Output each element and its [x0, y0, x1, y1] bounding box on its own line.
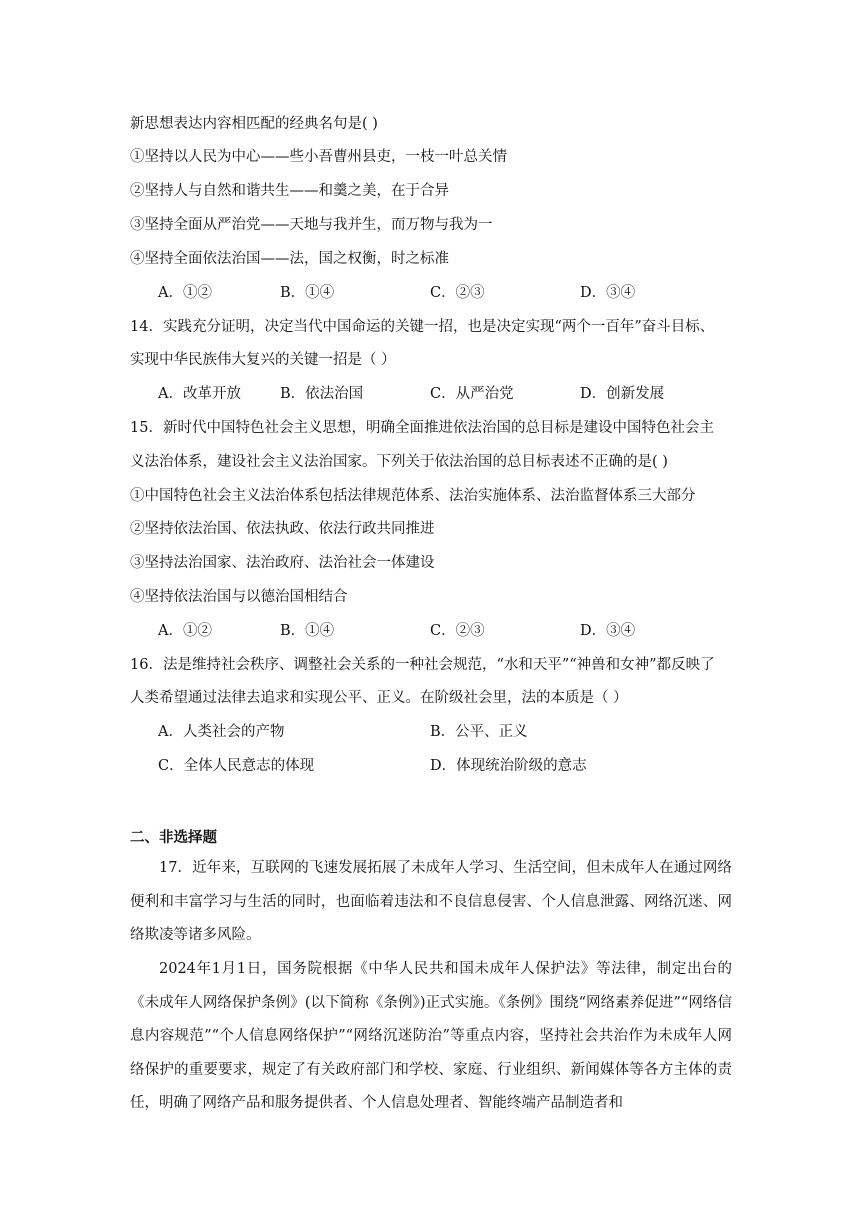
- q15-item-3: ③坚持法治国家、法治政府、法治社会一体建设: [130, 555, 435, 571]
- q13-option-c[interactable]: C．②③: [430, 285, 485, 301]
- q15-option-c[interactable]: C．②③: [430, 623, 485, 639]
- q13-stem: 新思想表达内容相匹配的经典名句是( ): [130, 116, 378, 132]
- q15-option-b[interactable]: B．①④: [280, 623, 335, 639]
- q14-options: [158, 384, 758, 404]
- q15-stem-line-2: 义法治体系，建设社会主义法治国家。下列关于依法治国的总目标表述不正确的是( ): [130, 454, 668, 470]
- q14-option-b[interactable]: B．依法治国: [280, 386, 364, 402]
- section-heading: 二、非选择题: [130, 829, 217, 846]
- q14-stem-line-1: 14．实践充分证明，决定当代中国命运的关键一招，也是决定实现“两个一百年”奋斗目标、: [130, 319, 715, 335]
- q13-option-a[interactable]: A．①②: [158, 285, 212, 301]
- q16-options-row-2: [158, 756, 758, 776]
- q16-options-row-1: [158, 722, 758, 742]
- q13-option-b[interactable]: B．①④: [280, 285, 335, 301]
- q15-item-1: ①中国特色社会主义法治体系包括法律规范体系、法治实施体系、法治监督体系三大部分: [130, 488, 696, 504]
- q13-item-2: ②坚持人与自然和谐共生——和羹之美，在于合异: [130, 183, 449, 199]
- q13-item-4: ④坚持全面依法治国——法，国之权衡，时之标准: [130, 251, 449, 267]
- q13-options: [158, 283, 758, 303]
- q16-option-d[interactable]: D．体现统治阶级的意志: [430, 758, 587, 774]
- q16-stem-line-1: 16．法是维持社会秩序、调整社会关系的一种社会规范，“水和天平”“神兽和女神”都反映了: [130, 657, 715, 673]
- q14-option-c[interactable]: C．从严治党: [430, 386, 514, 402]
- q15-stem-line-1: 15．新时代中国特色社会主义思想，明确全面推进依法治国的总目标是建设中国特色社会主: [130, 420, 714, 436]
- q15-options: [158, 621, 758, 641]
- q16-stem-line-2: 人类希望通过法律去追求和实现公平、正义。在阶级社会里，法的本质是（ ）: [130, 690, 628, 706]
- q16-option-a[interactable]: A．人类社会的产物: [158, 724, 285, 740]
- q16-option-b[interactable]: B．公平、正义: [430, 724, 528, 740]
- q15-item-2: ②坚持依法治国、依法执政、依法行政共同推进: [130, 521, 435, 537]
- q17-paragraph-1: 17．近年来，互联网的飞速发展拓展了未成年人学习、生活空间，但未成年人在通过网络便利和丰富学习与生活的同时，也面临着违法和不良信息侵害、个人信息泄露、网络沉迷、网络欺凌等诸多风险。: [130, 860, 732, 944]
- q15-option-a[interactable]: A．①②: [158, 623, 212, 639]
- q13-option-d[interactable]: D．③④: [580, 285, 636, 301]
- q17-paragraph-2: 2024年1月1日，国务院根据《中华人民共和国未成年人保护法》等法律，制定出台的《未成年人网络保护条例》(以下简称《条例》)正式实施。《条例》围绕“网络素养促进”“网络信息内容规范”“个人信息网络保护”“网络沉迷防治”等重点内容，坚持社会共治作为未成年人网络保护的重要要求，规定了有关政府部门和学校、家庭、行业组织、新闻媒体等各方主体的责任，明确了网络产品和服务提供者、个人信息处理者、智能终端产品制造者和: [130, 961, 732, 1112]
- q14-stem-line-2: 实现中华民族伟大复兴的关键一招是（ ）: [130, 352, 396, 368]
- q13-item-3: ③坚持全面从严治党——天地与我并生，而万物与我为一: [130, 217, 493, 233]
- q14-option-d[interactable]: D．创新发展: [580, 386, 665, 402]
- q15-option-d[interactable]: D．③④: [580, 623, 636, 639]
- q13-item-1: ①坚持以人民为中心——些小吾曹州县吏，一枝一叶总关情: [130, 149, 507, 165]
- q16-option-c[interactable]: C．全体人民意志的体现: [158, 758, 315, 774]
- q15-item-4: ④坚持依法治国与以德治国相结合: [130, 589, 348, 605]
- q14-option-a[interactable]: A．改革开放: [158, 386, 241, 402]
